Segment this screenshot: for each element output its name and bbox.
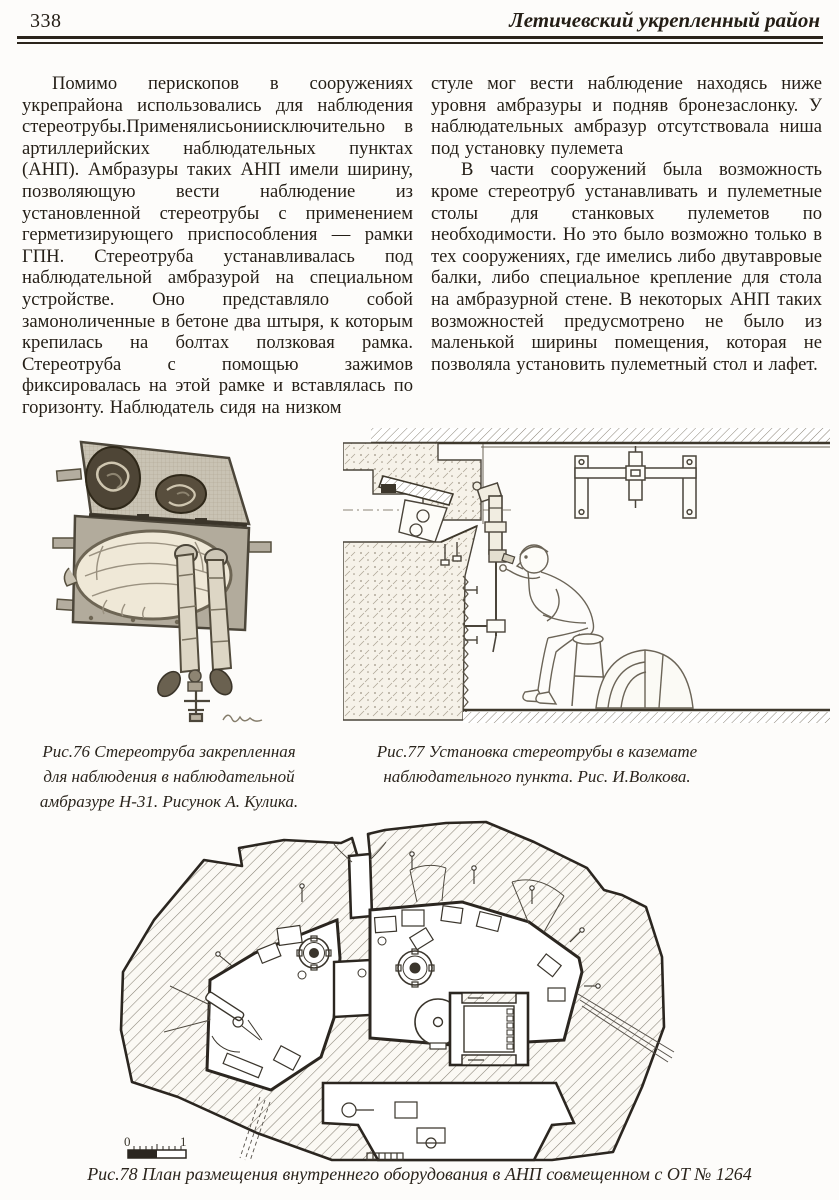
fig78-floor-plan (112, 810, 784, 1162)
header-rule (17, 36, 823, 44)
paragraph: В части сооружений была возможность кроме стереотруб устанавливать и пулеметные столы для станковых пулеметов по необходимости. Но это было возможно только в тех сооружениях, где имелись либо двутавровые балки, либо специальное крепление для стола на амбразурной стене. В некоторых АНП таких возможностей предусмотрено не было из маленькой ширины помещения, которая не позволяла установить пулеметный стол и лафет. (431, 159, 822, 375)
fig76-stereotube-drawing (45, 430, 315, 732)
fig77-casemate-drawing (343, 424, 830, 729)
paragraph: Помимо перископов в сооружениях укрепрайона использовались для наблюдения стереотрубы.Применялисьониисключительно в артиллерийских наблюдательных пунктах (АНП). Амбразуры таких АНП имели ширину, позволяющую вести наблюдение из установленной стереотрубы с применением герметизирующего приспособления — рамки ГПН. Стереотруба устанавливалась под наблюдательной амбразурой на специальном устройстве. Оно представляло собой замоноличенные в бетоне два штыря, к которым крепилась на болтах ползковая рамка. Стереотруба с помощью зажимов фиксировалась на этой рамке и вставлялась по горизонту. Наблюдатель сидя на низком (22, 73, 413, 418)
firing-point-block (450, 993, 528, 1065)
stereotube-eyepieces (153, 665, 236, 700)
scale-label-end: 1 (180, 1134, 187, 1149)
artist-signature (223, 715, 262, 721)
page-header (30, 8, 820, 36)
fig78-caption: Рис.78 План размещения внутреннего оборудования в АНП совмещенном с ОТ № 1264 (87, 1164, 752, 1184)
text-column-right (431, 73, 822, 419)
observer-figure (500, 545, 594, 704)
page-number: 338 (30, 10, 62, 32)
mount-pin (184, 691, 210, 721)
scale-bar (124, 1134, 187, 1158)
chapter-title: Летичевский укрепленный район (509, 8, 820, 32)
fig76-caption: Рис.76 Стереотруба закрепленная для наблюдения в наблюдательной амбразуре Н-31. Рисунок А. Кулика. (39, 742, 299, 811)
vaulted-cover (596, 650, 693, 708)
fig77-caption: Рис.77 Установка стереотрубы в каземате наблюдательного пункта. Рис. И.Волкова. (376, 742, 698, 786)
paragraph: стуле мог вести наблюдение находясь ниже уровня амбразуры и подняв бронезаслонку. У наблюдательных амбразур отсутствовала ниша под установку пулемета (431, 73, 822, 159)
text-columns (22, 73, 822, 419)
text-column-left (22, 73, 413, 419)
figure-76 (45, 430, 315, 732)
wall-bracket (575, 446, 696, 518)
ceiling-hatch (371, 428, 830, 443)
figure-77 (343, 424, 830, 729)
floor-hatch (463, 712, 830, 723)
scale-label-start: 0 (124, 1134, 131, 1149)
figure-78 (112, 810, 784, 1162)
